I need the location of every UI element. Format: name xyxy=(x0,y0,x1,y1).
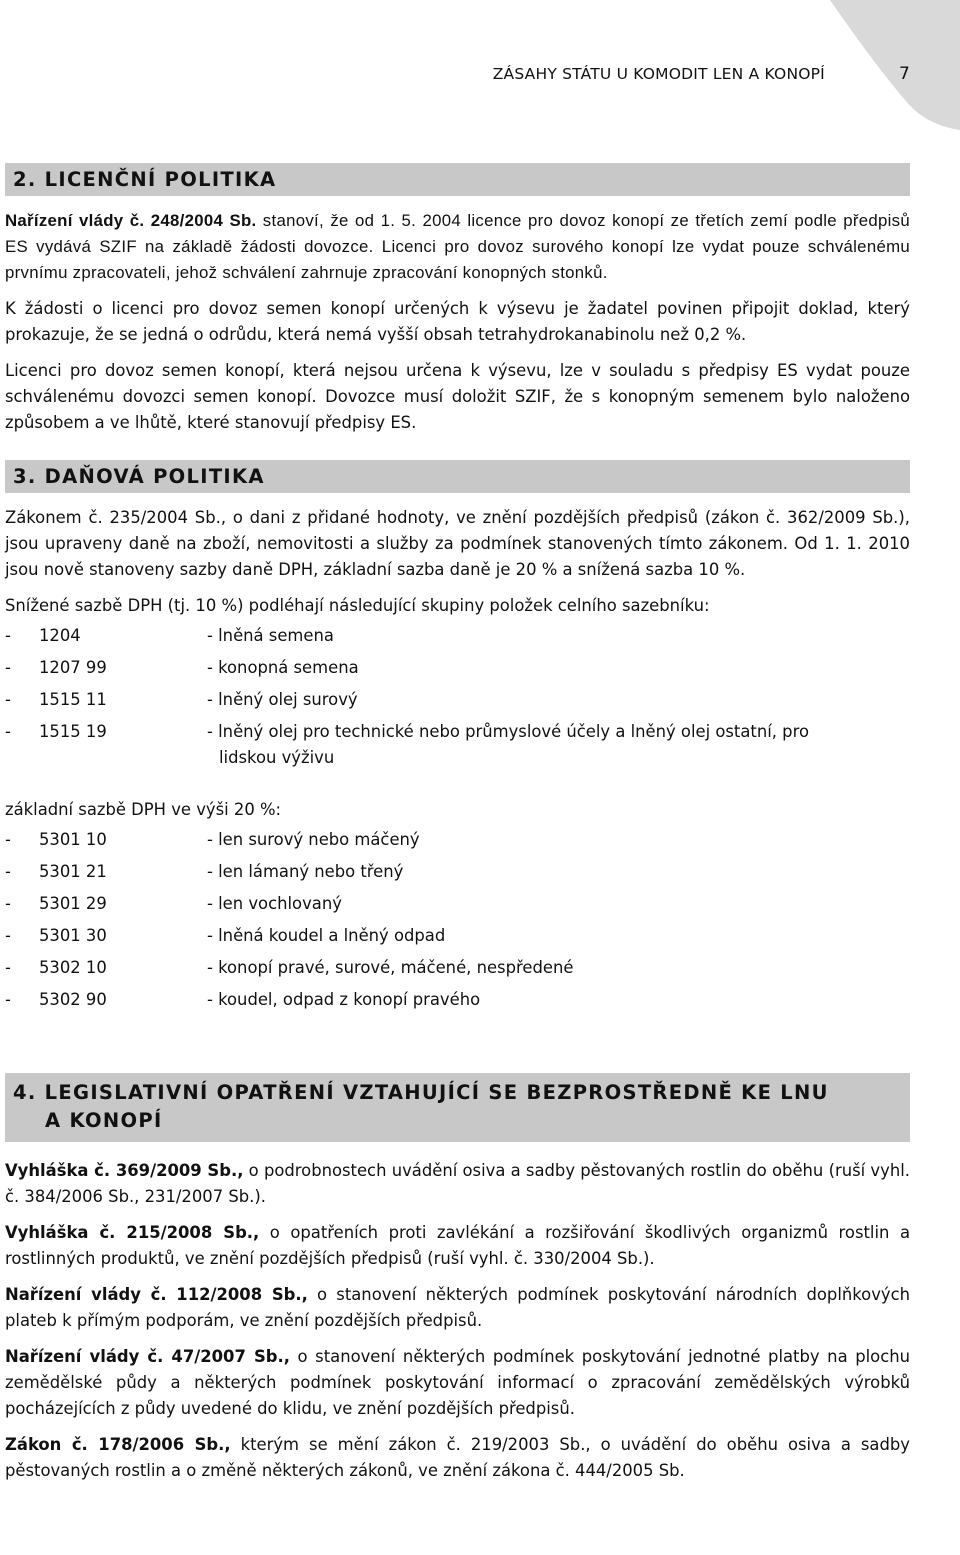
paragraph: K žádosti o licenci pro dovoz semen konopí určených k výsevu je žadatel povinen připojit doklad, který prokazuje, že se jedná o odrůdu, která nemá vyšší obsah tetrahydrokanabinolu než 0,2 %. xyxy=(5,299,910,344)
running-title: ZÁSAHY STÁTU U KOMODIT LEN A KONOPÍ xyxy=(492,65,825,83)
list-item: - 5301 30 - lněná koudel a lněný odpad xyxy=(5,923,910,949)
regulation-reference: Nařízení vlády č. 248/2004 Sb. xyxy=(5,211,257,230)
tariff-code: 1515 11 xyxy=(39,690,107,709)
list-item: - 1204 - lněná semena xyxy=(5,623,910,649)
section-heading-legislation: 4. LEGISLATIVNÍ OPATŘENÍ VZTAHUJÍCÍ SE BEZPROSTŘEDNĚ KE LNU A KONOPÍ xyxy=(5,1073,910,1142)
paragraph: Nařízení vlády č. 248/2004 Sb. stanoví, že od 1. 5. 2004 licence pro dovoz konopí ze třetích zemí podle předpisů ES vydává SZIF na základě žádosti dovozce. Licenci pro dovoz surového konopí lze vydat pouze schválenému prvnímu zpracovateli, jehož schválení zahrnuje zpracování konopných stonků. xyxy=(5,211,911,282)
reduced-rate-list xyxy=(5,623,910,771)
page-number: 7 xyxy=(898,64,910,84)
page-header xyxy=(0,64,910,84)
legislation-item: Nařízení vlády č. 47/2007 Sb., o stanovení některých podmínek poskytování jednotné platby na plochu zemědělské půdy a některých podmínek poskytování informací o zpracování zemědělských výrobků pocházejících z půdy uvedené do klidu, ve znění pozdějších předpisů. xyxy=(5,1347,910,1418)
legislation-item: Vyhláška č. 369/2009 Sb., o podrobnostech uvádění osiva a sadby pěstovaných rostlin do oběhu (ruší vyhl. č. 384/2006 Sb., 231/2007 Sb.). xyxy=(5,1161,910,1206)
list-item: - 5301 29 - len vochlovaný xyxy=(5,891,910,917)
list-item: - 5302 90 - koudel, odpad z konopí pravého xyxy=(5,987,910,1013)
paragraph: Zákonem č. 235/2004 Sb., o dani z přidané hodnoty, ve znění pozdějších předpisů (zákon č. 362/2009 Sb.), jsou upraveny daně na zboží, nemovitosti a služby za podmínek stanovených tímto zákonem. Od 1. 1. 2010 jsou nově stanoveny sazby daně DPH, základní sazba daně je 20 % a snížená sazba 10 %. xyxy=(5,508,910,579)
legislation-item: Vyhláška č. 215/2008 Sb., o opatřeních proti zavlékání a rozšiřování škodlivých organizmů rostlin a rostlinných produktů, ve znění pozdějších předpisů (ruší vyhl. č. 330/2004 Sb.). xyxy=(5,1223,910,1268)
regulation-reference: Vyhláška č. 369/2009 Sb., xyxy=(5,1161,244,1180)
regulation-reference: Vyhláška č. 215/2008 Sb., xyxy=(5,1223,260,1242)
regulation-reference: Zákon č. 178/2006 Sb., xyxy=(5,1435,231,1454)
list-item: - 5302 10 - konopí pravé, surové, máčené, nespředené xyxy=(5,955,910,981)
section-heading-licensing: 2. LICENČNÍ POLITIKA xyxy=(5,163,910,196)
regulation-reference: Nařízení vlády č. 47/2007 Sb., xyxy=(5,1347,290,1366)
tariff-code: 1515 19 xyxy=(39,722,107,741)
list-item: - 1515 11 - lněný olej surový xyxy=(5,687,910,713)
tariff-code: 1207 99 xyxy=(39,658,107,677)
section-heading-tax: 3. DAŇOVÁ POLITIKA xyxy=(5,460,910,493)
basic-rate-intro: základní sazbě DPH ve výši 20 %: xyxy=(5,800,282,819)
list-item: - 5301 21 - len lámaný nebo třený xyxy=(5,859,910,885)
paragraph: Licenci pro dovoz semen konopí, která nejsou určena k výsevu, lze v souladu s předpisy ES vydat pouze schválenému dovozci semen konopí. Dovozce musí doložit SZIF, že s konopným semenem bylo naloženo způsobem a ve lhůtě, které stanovují předpisy ES. xyxy=(5,361,910,432)
regulation-reference: Nařízení vlády č. 112/2008 Sb., xyxy=(5,1285,308,1304)
list-item: - 1207 99 - konopná semena xyxy=(5,655,910,681)
tariff-code: 1204 xyxy=(39,626,81,645)
document-body xyxy=(5,163,910,1494)
legislation-item: Zákon č. 178/2006 Sb., kterým se mění zákon č. 219/2003 Sb., o uvádění do oběhu osiva a sadby pěstovaných rostlin a o změně některých zákonů, ve znění zákona č. 444/2005 Sb. xyxy=(5,1435,910,1480)
reduced-rate-intro: Snížené sazbě DPH (tj. 10 %) podléhají následující skupiny položek celního sazebníku: xyxy=(5,596,710,615)
list-item: - 5301 10 - len surový nebo máčený xyxy=(5,827,910,853)
legislation-item: Nařízení vlády č. 112/2008 Sb., o stanovení některých podmínek poskytování národních doplňkových plateb k přímým podporám, ve znění pozdějších předpisů. xyxy=(5,1285,911,1330)
tariff-code: 5301 29 xyxy=(39,894,107,913)
tariff-code: 5301 30 xyxy=(39,926,107,945)
list-item: - 1515 19 - lněný olej pro technické nebo průmyslové účely a lněný olej ostatní, pro lidskou výživu xyxy=(5,719,910,771)
tariff-code: 5301 10 xyxy=(39,830,107,849)
tariff-code: 5302 10 xyxy=(39,958,107,977)
tariff-code: 5301 21 xyxy=(39,862,107,881)
tariff-code: 5302 90 xyxy=(39,990,107,1009)
basic-rate-list xyxy=(5,827,910,1013)
